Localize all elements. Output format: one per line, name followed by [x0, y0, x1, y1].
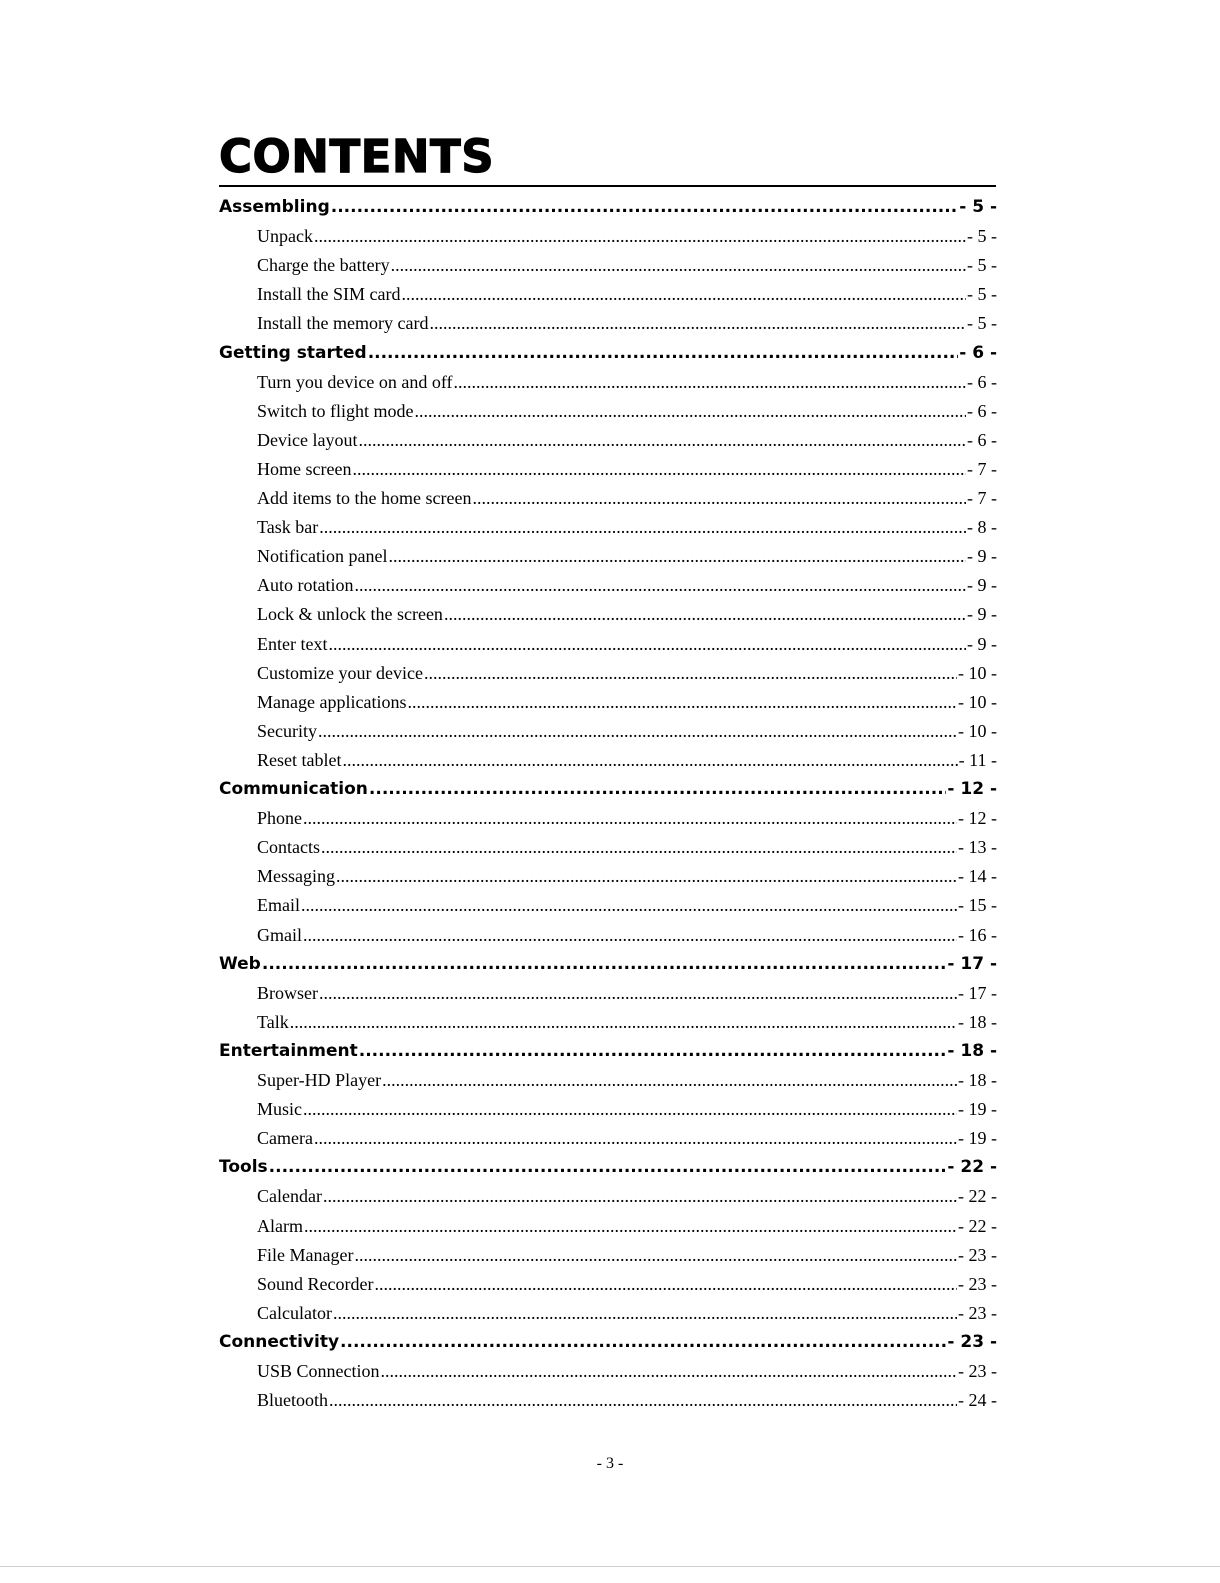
- toc-subsection-entry-title: USB Connection: [257, 1361, 380, 1381]
- toc-section-entry-page-number: - 12 -: [947, 779, 997, 799]
- toc-subsection-entry[interactable]: [257, 1124, 997, 1153]
- toc-subsection-entry[interactable]: [257, 280, 997, 309]
- toc-subsection-entry[interactable]: [257, 455, 997, 484]
- toc-subsection-entry-page-number: - 19 -: [958, 1128, 997, 1149]
- toc-subsection-entry[interactable]: [257, 426, 997, 455]
- dot-leader: [331, 193, 958, 222]
- toc-subsection-entry-title: Add items to the home screen: [257, 488, 472, 508]
- toc-subsection-entry[interactable]: [257, 1008, 997, 1037]
- toc-subsection-entry-page-number: - 5 -: [967, 226, 997, 247]
- dot-leader: [369, 775, 946, 804]
- toc-subsection-entry-page-number: - 5 -: [967, 255, 997, 276]
- toc-subsection-entry-page-number: - 13 -: [958, 837, 997, 858]
- toc-subsection-entry-title: Task bar: [257, 517, 319, 538]
- toc-subsection-entry-page-number: - 22 -: [958, 1186, 997, 1207]
- dot-leader: [429, 309, 966, 338]
- toc-section-entry[interactable]: [219, 1037, 997, 1066]
- toc-subsection-entry[interactable]: [257, 1270, 997, 1299]
- toc-subsection-entry[interactable]: [257, 891, 997, 920]
- toc-section-entry-page-number: - 5 -: [959, 197, 997, 217]
- toc-subsection-entry-title: Gmail: [257, 924, 302, 945]
- toc-subsection-entry-title: Switch to flight mode: [257, 400, 414, 421]
- dot-leader: [262, 950, 947, 979]
- toc-subsection-entry-page-number: - 10 -: [958, 720, 997, 741]
- toc-section-entry[interactable]: [219, 1153, 997, 1182]
- dot-leader: [391, 251, 966, 280]
- toc-section-entry[interactable]: [219, 1328, 997, 1357]
- toc-subsection-entry-page-number: - 9 -: [967, 575, 997, 596]
- toc-subsection-entry-title: Bluetooth: [257, 1390, 328, 1411]
- toc-subsection-entry-title: Turn you device on and off: [257, 371, 453, 392]
- dot-leader: [319, 979, 957, 1008]
- dot-leader: [359, 1037, 947, 1066]
- toc-subsection-entry[interactable]: [257, 1357, 997, 1386]
- toc-subsection-entry[interactable]: [257, 979, 997, 1008]
- dot-leader: [382, 1066, 957, 1095]
- toc-subsection-entry[interactable]: [257, 921, 997, 950]
- toc-subsection-entry-title: Home screen: [257, 458, 352, 479]
- dot-leader: [336, 862, 957, 891]
- dot-leader: [329, 1386, 957, 1415]
- toc-subsection-entry-title: Alarm: [257, 1215, 303, 1236]
- toc-section-entry-title: Assembling: [219, 197, 330, 217]
- toc-section-entry-title: Web: [219, 953, 261, 974]
- dot-leader: [314, 1124, 957, 1153]
- toc-subsection-entry-page-number: - 8 -: [967, 517, 997, 538]
- toc-subsection-entry-page-number: - 23 -: [958, 1361, 997, 1381]
- toc-subsection-entry-title: Email: [257, 895, 300, 916]
- dot-leader: [388, 542, 966, 571]
- dot-leader: [328, 630, 966, 659]
- toc-subsection-entry-title: Auto rotation: [257, 575, 354, 596]
- toc-subsection-entry-title: Camera: [257, 1128, 313, 1149]
- toc-subsection-entry-title: Browser: [257, 982, 318, 1003]
- dot-leader: [269, 1153, 947, 1182]
- toc-subsection-entry[interactable]: [257, 222, 997, 251]
- toc-subsection-entry[interactable]: [257, 1212, 997, 1241]
- toc-subsection-entry[interactable]: [257, 251, 997, 280]
- toc-subsection-entry[interactable]: [257, 1182, 997, 1211]
- toc-subsection-entry-page-number: - 19 -: [958, 1099, 997, 1120]
- toc-subsection-entry[interactable]: [257, 1241, 997, 1270]
- toc-section-entry-title: Connectivity: [219, 1331, 340, 1352]
- toc-subsection-entry-page-number: - 14 -: [958, 866, 997, 887]
- toc-subsection-entry-title: Calculator: [257, 1302, 332, 1323]
- toc-subsection-entry-page-number: - 16 -: [958, 924, 997, 945]
- dot-leader: [303, 1095, 957, 1124]
- toc-subsection-entry-page-number: - 23 -: [958, 1273, 997, 1294]
- toc-subsection-entry-page-number: - 24 -: [958, 1390, 997, 1411]
- toc-subsection-entry-title: Talk: [257, 1011, 289, 1032]
- toc-subsection-entry[interactable]: [257, 1299, 997, 1328]
- toc-subsection-entry-title: File Manager: [257, 1244, 354, 1265]
- toc-subsection-entry[interactable]: [257, 1066, 997, 1095]
- dot-leader: [352, 455, 966, 484]
- dot-leader: [355, 571, 967, 600]
- dot-leader: [354, 1241, 957, 1270]
- toc-subsection-entry-page-number: - 10 -: [958, 691, 997, 712]
- toc-subsection-entry[interactable]: [257, 688, 997, 717]
- toc-subsection-entry-title: Reset tablet: [257, 749, 342, 770]
- toc-section-entry-title: Tools: [219, 1157, 268, 1178]
- toc-subsection-entry-page-number: - 7 -: [967, 458, 997, 479]
- toc-subsection-entry-page-number: - 5 -: [967, 313, 997, 334]
- dot-leader: [424, 659, 957, 688]
- toc-subsection-entry[interactable]: [257, 746, 997, 775]
- dot-leader: [303, 921, 957, 950]
- dot-leader: [303, 804, 957, 833]
- dot-leader: [381, 1357, 957, 1386]
- toc-subsection-entry-title: Phone: [257, 808, 302, 829]
- toc-subsection-entry-title: Notification panel: [257, 546, 388, 567]
- toc-subsection-entry[interactable]: [257, 862, 997, 891]
- toc-subsection-entry-page-number: - 9 -: [967, 546, 997, 567]
- toc-subsection-entry-title: Super-HD Player: [257, 1070, 382, 1090]
- toc-subsection-entry-page-number: - 7 -: [967, 488, 997, 508]
- toc-subsection-entry[interactable]: [257, 368, 997, 397]
- toc-section-entry-page-number: - 17 -: [947, 953, 997, 974]
- toc-subsection-entry-page-number: - 11 -: [958, 749, 997, 770]
- toc-subsection-entry-title: Install the memory card: [257, 313, 429, 334]
- toc-subsection-entry-title: Charge the battery: [257, 255, 390, 276]
- toc-subsection-entry[interactable]: [257, 309, 997, 338]
- toc-section-entry-title: Getting started: [219, 342, 367, 363]
- toc-subsection-entry-title: Install the SIM card: [257, 284, 401, 305]
- toc-subsection-entry-page-number: - 9 -: [967, 633, 997, 654]
- toc-subsection-entry-page-number: - 10 -: [958, 662, 997, 683]
- toc-section-entry[interactable]: [219, 775, 997, 804]
- toc-subsection-entry-title: Device layout: [257, 429, 358, 450]
- toc-section-entry-page-number: - 18 -: [947, 1040, 997, 1061]
- page-number: - 3 -: [596, 1455, 624, 1472]
- toc-subsection-entry-title: Security: [257, 720, 317, 741]
- toc-subsection-entry[interactable]: [257, 542, 997, 571]
- toc-subsection-entry[interactable]: [257, 1386, 997, 1415]
- dot-leader: [314, 222, 966, 251]
- toc-subsection-entry[interactable]: [257, 600, 997, 629]
- dot-leader: [340, 1328, 946, 1357]
- dot-leader: [415, 397, 967, 426]
- page-title: CONTENTS: [219, 130, 495, 183]
- toc-subsection-entry-page-number: - 17 -: [958, 982, 997, 1003]
- toc-subsection-entry-title: Customize your device: [257, 662, 423, 683]
- toc-subsection-entry-title: Calendar: [257, 1186, 322, 1207]
- toc-subsection-entry-title: Messaging: [257, 866, 335, 887]
- toc-subsection-entry-page-number: - 6 -: [967, 400, 997, 421]
- toc-subsection-entry-page-number: - 12 -: [958, 808, 997, 829]
- dot-leader: [407, 688, 957, 717]
- toc-subsection-entry-page-number: - 18 -: [958, 1011, 997, 1032]
- toc-section-entry-page-number: - 6 -: [959, 342, 997, 363]
- dot-leader: [358, 426, 966, 455]
- toc-subsection-entry-title: Manage applications: [257, 691, 407, 712]
- toc-subsection-entry-title: Unpack: [257, 226, 313, 247]
- toc-subsection-entry[interactable]: [257, 833, 997, 862]
- dot-leader: [321, 833, 957, 862]
- toc-subsection-entry[interactable]: [257, 513, 997, 542]
- toc-section-entry[interactable]: [219, 339, 997, 368]
- toc-subsection-entry[interactable]: [257, 804, 997, 833]
- toc-subsection-entry[interactable]: [257, 717, 997, 746]
- toc-subsection-entry-title: Sound Recorder: [257, 1273, 374, 1294]
- toc-subsection-entry-title: Lock & unlock the screen: [257, 604, 443, 625]
- toc-subsection-entry-page-number: - 6 -: [967, 429, 997, 450]
- toc-subsection-entry-page-number: - 15 -: [958, 895, 997, 916]
- toc-section-entry-page-number: - 22 -: [947, 1157, 997, 1178]
- toc-subsection-entry[interactable]: [257, 630, 997, 659]
- toc-section-entry-title: Communication: [219, 779, 368, 799]
- toc-subsection-entry-page-number: - 9 -: [967, 604, 997, 625]
- dot-leader: [323, 1182, 957, 1211]
- toc-subsection-entry-title: Enter text: [257, 633, 328, 654]
- toc-subsection-entry[interactable]: [257, 397, 997, 426]
- dot-leader: [319, 513, 966, 542]
- toc-subsection-entry-page-number: - 18 -: [958, 1070, 997, 1090]
- toc-subsection-entry-title: Contacts: [257, 837, 320, 858]
- toc-section-entry[interactable]: [219, 950, 997, 979]
- dot-leader: [301, 891, 957, 920]
- dot-leader: [304, 1212, 957, 1241]
- toc-subsection-entry-page-number: - 22 -: [958, 1215, 997, 1236]
- toc-subsection-entry-page-number: - 23 -: [958, 1244, 997, 1265]
- dot-leader: [333, 1299, 957, 1328]
- toc-section-entry-page-number: - 23 -: [947, 1331, 997, 1352]
- toc-subsection-entry[interactable]: [257, 659, 997, 688]
- dot-leader: [374, 1270, 957, 1299]
- toc-subsection-entry-page-number: - 23 -: [958, 1302, 997, 1323]
- toc-subsection-entry[interactable]: [257, 1095, 997, 1124]
- toc-subsection-entry[interactable]: [257, 571, 997, 600]
- page-edge-line: [0, 1566, 1220, 1567]
- toc-subsection-entry-title: Music: [257, 1099, 302, 1120]
- dot-leader: [318, 717, 957, 746]
- toc-section-entry[interactable]: [219, 193, 997, 222]
- toc-subsection-entry-page-number: - 6 -: [967, 371, 997, 392]
- toc-subsection-entry[interactable]: [257, 484, 997, 513]
- dot-leader: [290, 1008, 957, 1037]
- dot-leader: [472, 484, 966, 513]
- toc-subsection-entry-page-number: - 5 -: [967, 284, 997, 305]
- toc-section-entry-title: Entertainment: [219, 1040, 358, 1061]
- dot-leader: [368, 339, 959, 368]
- dot-leader: [453, 368, 966, 397]
- dot-leader: [342, 746, 957, 775]
- dot-leader: [444, 600, 966, 629]
- dot-leader: [401, 280, 966, 309]
